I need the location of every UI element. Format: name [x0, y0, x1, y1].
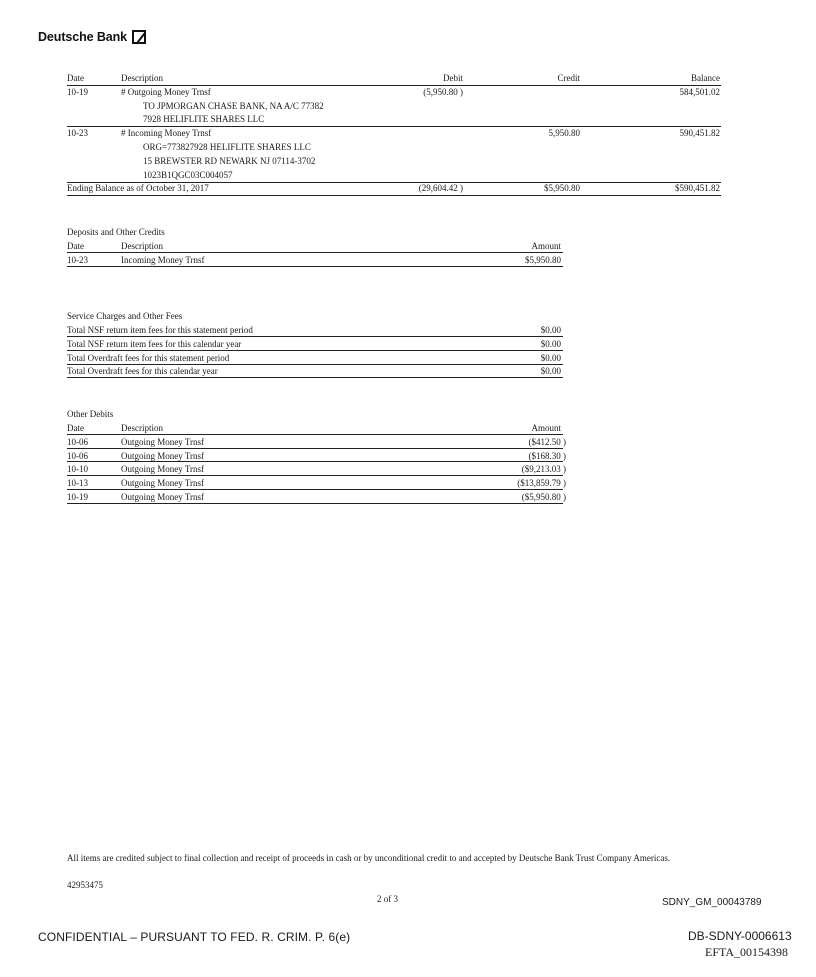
section-title: Service Charges and Other Fees: [67, 311, 183, 321]
row-divider: [67, 126, 721, 127]
fee-label: Total NSF return item fees for this statement period: [67, 325, 253, 335]
row-date: 10-23: [67, 254, 88, 265]
row-description: 7928 HELIFLITE SHARES LLC: [143, 114, 265, 125]
row-description: ORG=773827928 HELIFLITE SHARES LLC: [143, 141, 311, 152]
fee-label: Total Overdraft fees for this calendar year: [67, 366, 218, 377]
fee-amount: $0.00: [540, 352, 561, 363]
row-description: 15 BREWSTER RD NEWARK NJ 07114-3702: [143, 155, 316, 166]
row-description: Outgoing Money Trnsf: [121, 450, 205, 461]
row-description: Outgoing Money Trnsf: [121, 464, 205, 475]
page-number: 2 of 3: [377, 894, 398, 904]
header-divider: [67, 252, 563, 253]
row-date: 10-19: [67, 86, 88, 97]
table-row: [67, 155, 721, 169]
row-amount: $5,950.80: [525, 254, 561, 265]
row-divider: [67, 503, 563, 504]
deposits-section: [67, 226, 563, 268]
row-debit: (5,950.80 ): [423, 86, 463, 97]
row-divider: [67, 489, 563, 490]
table-row: [67, 127, 721, 141]
bates-efta: EFTA_00154398: [705, 945, 789, 959]
header-divider: [67, 434, 563, 435]
fee-amount: $0.00: [540, 338, 561, 349]
header-description: Description: [121, 423, 163, 433]
row-description: # Outgoing Money Trnsf: [121, 86, 211, 97]
row-divider: [67, 475, 563, 476]
table-header: [67, 72, 721, 86]
header-date: Date: [67, 241, 84, 251]
row-description: # Incoming Money Trnsf: [121, 128, 212, 139]
row-date: 10-23: [67, 128, 88, 139]
bates-sdny-gm: SDNY_GM_00043789: [662, 897, 762, 908]
header-date: Date: [67, 423, 84, 433]
row-divider: [67, 461, 563, 462]
row-date: 10-19: [67, 491, 88, 502]
table-row: [67, 169, 721, 183]
row-divider: [67, 266, 563, 267]
table-row: [67, 141, 721, 155]
row-description: Outgoing Money Trnsf: [121, 436, 205, 447]
ending-balance: $590,451.82: [675, 183, 720, 194]
row-description: TO JPMORGAN CHASE BANK, NA A/C 77382: [143, 100, 324, 111]
row-date: 10-10: [67, 464, 88, 475]
fee-amount: $0.00: [540, 366, 561, 377]
row-divider: [67, 448, 563, 449]
row-date: 10-06: [67, 450, 88, 461]
bank-name: Deutsche Bank: [38, 30, 128, 44]
ending-credit: $5,950.80: [544, 183, 580, 194]
row-amount: ($13,859.79 ): [517, 478, 566, 489]
account-number: 42953475: [67, 880, 103, 890]
row-description: Incoming Money Trnsf: [121, 254, 205, 265]
row-amount: ($412.50 ): [528, 436, 566, 447]
row-divider: [67, 364, 563, 365]
header-debit: Debit: [443, 73, 463, 83]
table-row: [67, 86, 721, 100]
ending-debit: (29,604.42 ): [418, 183, 463, 194]
fees-section: [67, 310, 563, 379]
fee-amount: $0.00: [540, 325, 561, 335]
header-balance: Balance: [691, 73, 720, 83]
header-description: Description: [121, 241, 163, 251]
header-credit: Credit: [557, 73, 580, 83]
row-balance: 590,451.82: [679, 128, 720, 139]
confidential-notice: CONFIDENTIAL – PURSUANT TO FED. R. CRIM. P. 6(e): [38, 930, 351, 944]
row-divider: [67, 182, 721, 183]
row-description: Outgoing Money Trnsf: [121, 478, 205, 489]
row-description: Outgoing Money Trnsf: [121, 491, 205, 502]
section-title: Deposits and Other Credits: [67, 227, 165, 237]
row-divider: [67, 377, 563, 378]
header-amount: Amount: [531, 423, 561, 433]
row-amount: ($9,213.03 ): [521, 464, 566, 475]
other-debits-section: [67, 408, 566, 505]
header-description: Description: [121, 73, 163, 83]
row-description: 1023B1QGC03C004057: [143, 169, 233, 180]
section-title: Other Debits: [67, 409, 114, 419]
row-credit: 5,950.80: [548, 128, 580, 139]
row-date: 10-13: [67, 478, 88, 489]
bates-db-sdny: DB-SDNY-0006613: [688, 929, 792, 943]
fee-label: Total NSF return item fees for this calendar year: [67, 338, 242, 349]
bank-logo: [38, 27, 146, 47]
row-divider: [67, 350, 563, 351]
table-row: [67, 100, 721, 114]
transactions-table: [67, 72, 721, 196]
header-date: Date: [67, 73, 84, 83]
fee-label: Total Overdraft fees for this statement period: [67, 352, 230, 363]
row-amount: ($5,950.80 ): [521, 491, 566, 502]
header-amount: Amount: [531, 241, 561, 251]
row-date: 10-06: [67, 436, 88, 447]
header-divider: [67, 85, 721, 86]
ending-balance-label: Ending Balance as of October 31, 2017: [67, 183, 209, 194]
row-amount: ($168.30 ): [528, 450, 566, 461]
footer-note: All items are credited subject to final collection and receipt of proceeds in cash or by unconditional credit to and accepted by Deutsche Bank Trust Company Americas.: [67, 853, 671, 863]
ending-divider: [67, 195, 721, 196]
bank-logo-icon: [132, 30, 146, 44]
row-divider: [67, 336, 563, 337]
row-balance: 584,501.02: [679, 86, 720, 97]
